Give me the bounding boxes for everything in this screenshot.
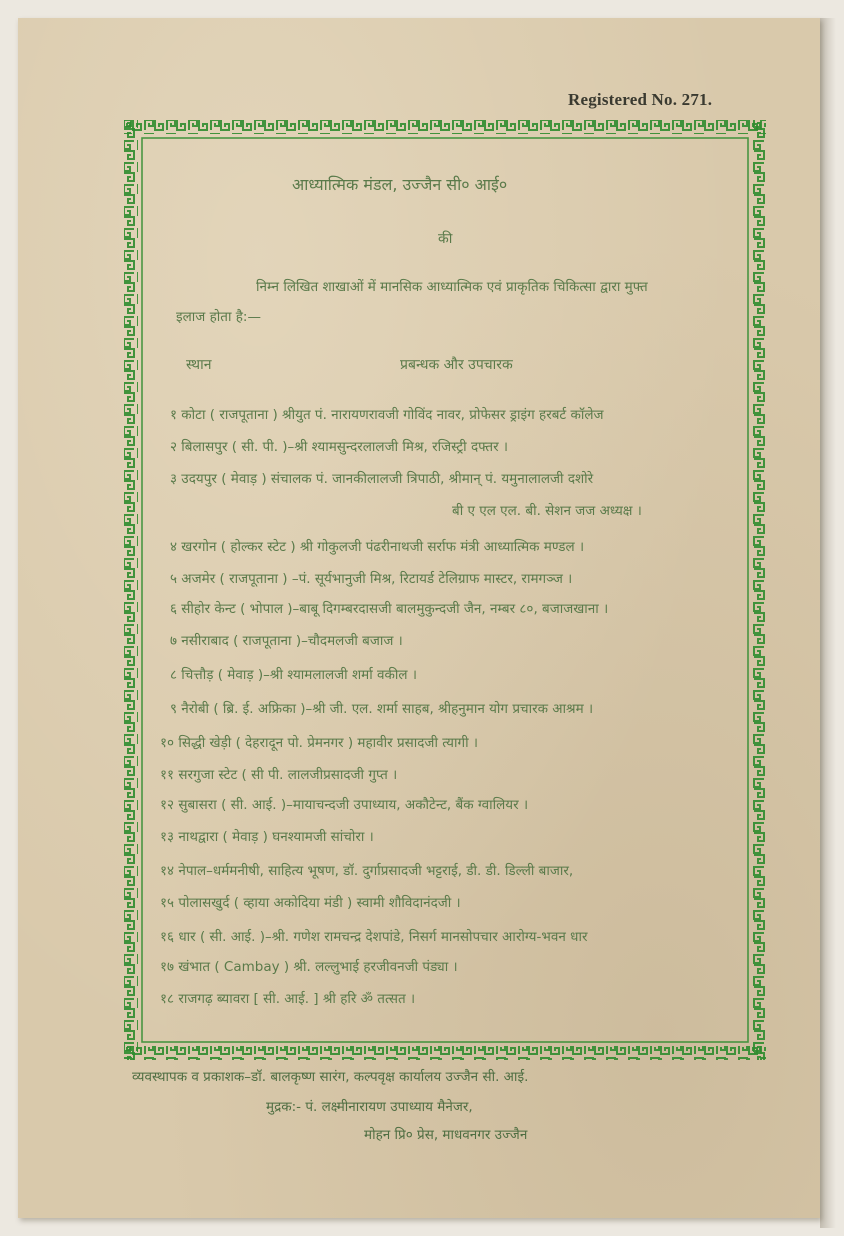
branch-row-12: १२ सुबासरा ( सी. आई. )–मायाचन्दजी उपाध्याय, अकौटेन्ट, बैंक ग्वालियर । <box>160 797 529 813</box>
branch-row-7: ७ नसीराबाद ( राजपूताना )–चौदमलजी बजाज । <box>170 633 403 649</box>
intro-line-1: निम्न लिखित शाखाओं में मानसिक आध्यात्मिक एवं प्राकृतिक चिकित्सा द्वारा मुफ्त <box>256 279 648 295</box>
branch-row-3: ३ उदयपुर ( मेवाड़ ) संचालक पं. जानकीलालजी त्रिपाठी, श्रीमान् पं. यमुनालालजी दशोरे <box>170 471 594 487</box>
branch-row-2: २ बिलासपुर ( सी. पी. )–श्री श्यामसुन्दरलालजी मिश्र, रजिस्ट्री दफ्तर । <box>170 439 509 455</box>
branch-row-8: ८ चित्तौड़ ( मेवाड़ )–श्री श्यामलालजी शर्मा वकील । <box>170 667 417 683</box>
branch-row-15: १५ पोलासखुर्द ( व्हाया अकोदिया मंडी ) स्वामी शौविदानंदजी । <box>160 895 461 911</box>
branch-row-13: १३ नाथद्वारा ( मेवाड़ ) घनश्यामजी सांचोरा । <box>160 829 374 845</box>
branch-row-4: ४ खरगोन ( होल्कर स्टेट ) श्री गोकुलजी पंढरीनाथजी सर्राफ मंत्री आध्यात्मिक मण्डल । <box>170 539 585 555</box>
branch-row-16: १६ धार ( सी. आई. )–श्री. गणेश रामचन्द्र देशपांडे, निसर्ग मानसोपचार आरोग्य-भवन धार <box>160 929 588 945</box>
registration-number: Registered No. 271. <box>568 90 713 109</box>
branch-row-9: ९ नैरोबी ( ब्रि. ई. अफ्रिका )–श्री जी. एल. शर्मा साहब, श्रीहनुमान योग प्रचारक आश्रम । <box>170 701 594 717</box>
column-heading-place: स्थान <box>186 357 212 373</box>
printer-line: मुद्रक:- पं. लक्ष्मीनारायण उपाध्याय मैनेजर, <box>266 1099 473 1115</box>
intro-line-2: इलाज होता है:— <box>176 309 261 325</box>
publisher-line: व्यवस्थापक व प्रकाशक–डॉ. बालकृष्ण सारंग, कल्पवृक्ष कार्यालय उज्जैन सी. आई. <box>132 1069 529 1085</box>
branch-row-5: ५ अजमेर ( राजपूताना ) –पं. सूर्यभानुजी मिश्र, रिटायर्ड टेलिग्राफ मास्टर, रामगञ्ज । <box>170 571 573 587</box>
branch-row-14: १४ नेपाल–धर्ममनीषी, साहित्य भूषण, डॉ. दुर्गाप्रसादजी भट्टराई, डी. डी. डिल्ली बाजार, <box>160 863 574 879</box>
branch-row-10: १० सिद्धी खेड़ी ( देहरादून पो. प्रेमनगर ) महावीर प्रसादजी त्यागी । <box>160 735 478 751</box>
press-line: मोहन प्रि० प्रेस, माधवनगर उज्जैन <box>364 1127 528 1143</box>
column-heading-manager: प्रबन्धक और उपचारक <box>400 357 513 373</box>
branch-row-11: ११ सरगुजा स्टेट ( सी पी. लालजीप्रसादजी गुप्त । <box>160 767 398 783</box>
branch-row-3-continued: बी ए एल एल. बी. सेशन जज अध्यक्ष । <box>452 503 642 519</box>
document-title: आध्यात्मिक मंडल, उज्जैन सी० आई० <box>292 175 508 194</box>
branch-row-17: १७ खंभात ( Cambay ) श्री. लल्लुभाई हरजीवनजी पंड्या । <box>160 959 458 975</box>
branch-row-18: १८ राजगढ़ ब्यावरा [ सी. आई. ] श्री हरि ॐ तत्सत । <box>160 991 416 1007</box>
title-connector: की <box>438 231 453 247</box>
branch-row-6: ६ सीहोर केन्ट ( भोपाल )–बाबू दिगम्बरदासजी बालमुकुन्दजी जैन, नम्बर ८०, बजाजखाना । <box>170 601 609 617</box>
branch-row-1: १ कोटा ( राजपूताना ) श्रीयुत पं. नारायणरावजी गोविंद नावर, प्रोफेसर ड्राइंग हरबर्ट कॉलेज <box>170 407 604 423</box>
